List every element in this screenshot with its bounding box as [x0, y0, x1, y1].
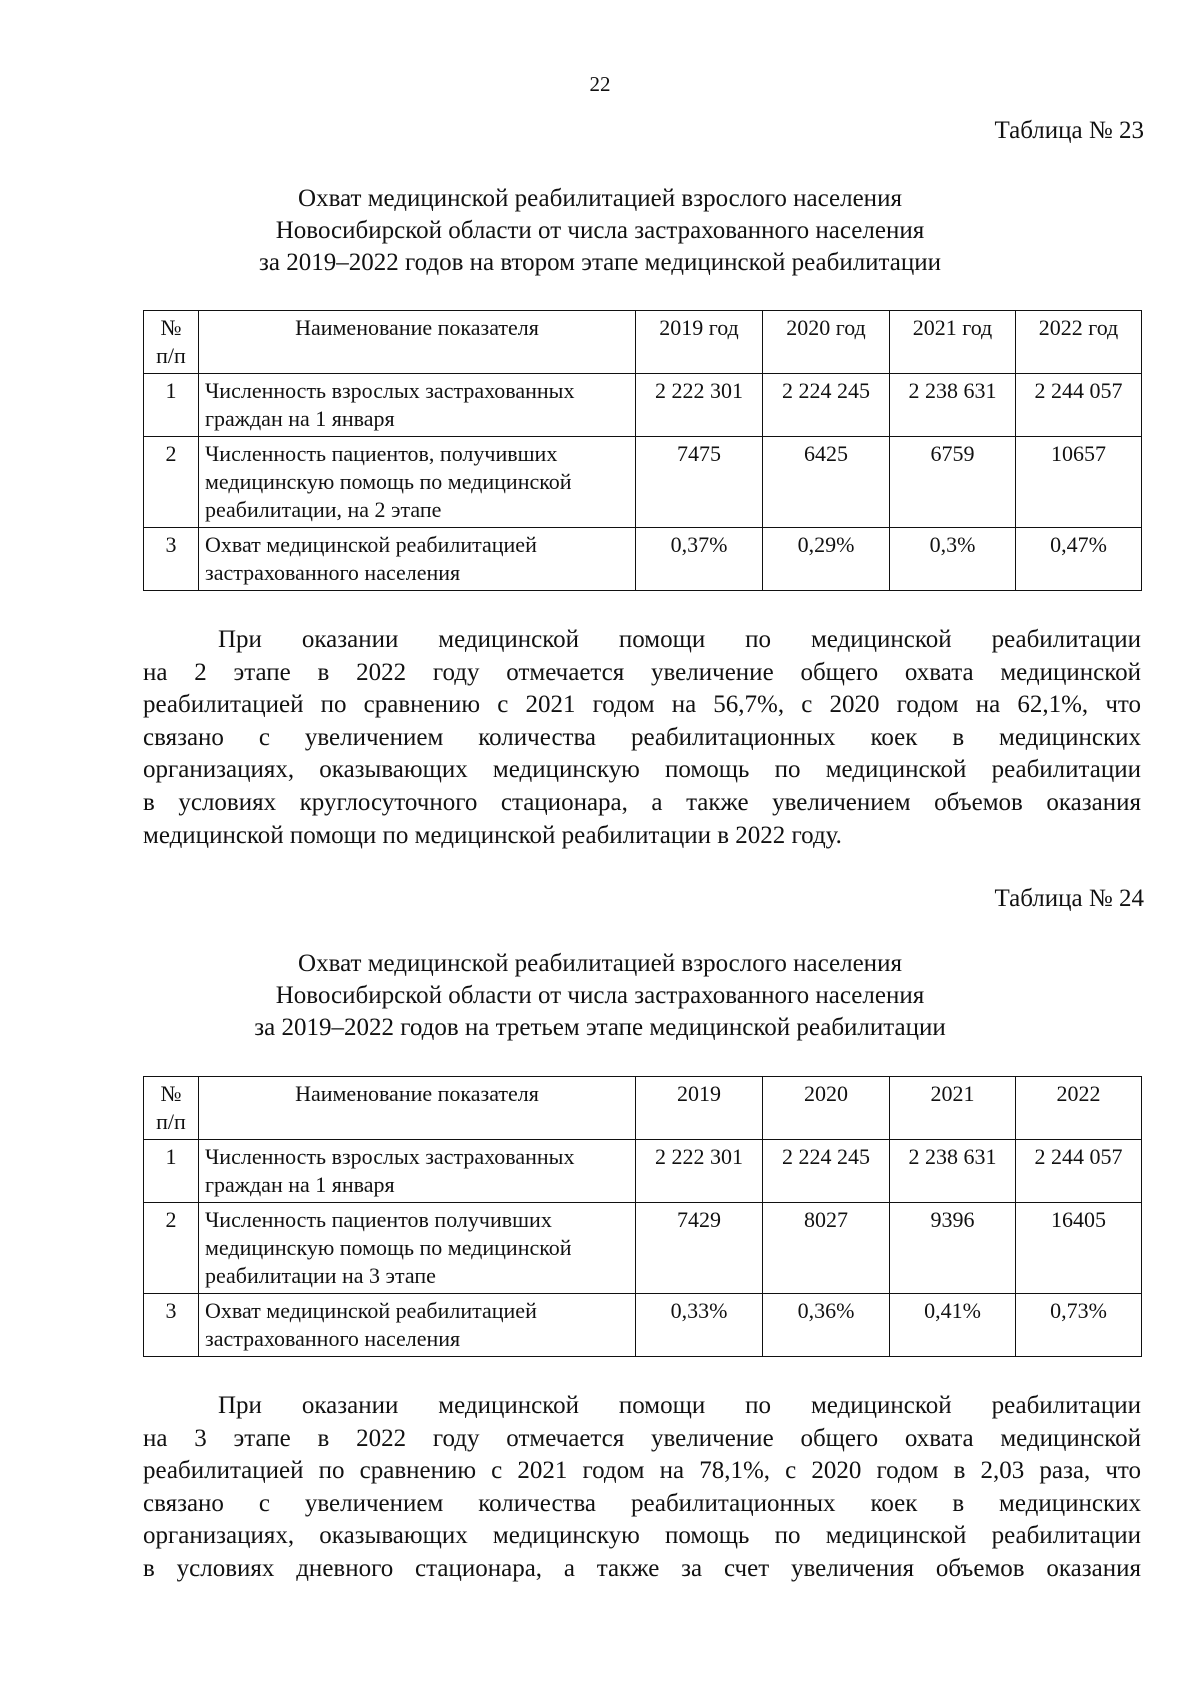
paragraph-line: в условиях круглосуточного стационара, а также увеличением объемов оказания: [143, 788, 1141, 816]
row-number: 1: [144, 1140, 199, 1203]
header-cell-number: № п/п: [144, 311, 199, 374]
row-value: 2 244 057: [1016, 374, 1142, 437]
row-value: 0,37%: [636, 528, 763, 591]
row-value: 0,41%: [890, 1294, 1016, 1357]
header-cell-year: 2019: [636, 1077, 763, 1140]
row-value: 7429: [636, 1203, 763, 1294]
paragraph-line: на 2 этапе в 2022 году отмечается увеличение общего охвата медицинской: [143, 658, 1141, 686]
row-value: 7475: [636, 437, 763, 528]
row-value: 0,73%: [1016, 1294, 1142, 1357]
row-value: 2 222 301: [636, 374, 763, 437]
paragraph-line: При оказании медицинской помощи по медицинской реабилитации: [218, 1392, 1141, 1419]
caption-line: за 2019–2022 годов на третьем этапе медицинской реабилитации: [254, 1014, 946, 1041]
row-value: 2 224 245: [763, 1140, 890, 1203]
caption-line: Новосибирской области от числа застрахованного населения: [275, 217, 925, 244]
row-indicator-name: Численность взрослых застрахованных граждан на 1 января: [199, 374, 636, 437]
caption-line: за 2019–2022 годов на втором этапе медицинской реабилитации: [258, 249, 942, 276]
page-number: 22: [589, 72, 611, 96]
header-cell-year: 2020 год: [763, 311, 890, 374]
caption-line: Охват медицинской реабилитацией взрослого населения: [298, 185, 902, 212]
paragraph-line: на 3 этапе в 2022 году отмечается увеличение общего охвата медицинской: [143, 1424, 1141, 1452]
row-value: 2 222 301: [636, 1140, 763, 1203]
row-value: 8027: [763, 1203, 890, 1294]
paragraph-line: организациях, оказывающих медицинскую помощь по медицинской реабилитации: [143, 756, 1141, 784]
row-indicator-name: Охват медицинской реабилитацией застрахованного населения: [199, 528, 636, 591]
table-24: [143, 1076, 1142, 1357]
row-number: 2: [144, 1203, 199, 1294]
table-23: [143, 310, 1142, 591]
row-value: 2 244 057: [1016, 1140, 1142, 1203]
header-cell-year: 2021: [890, 1077, 1016, 1140]
row-indicator-name: Численность пациентов получивших медицинскую помощь по медицинской реабилитации на 3 этапе: [199, 1203, 636, 1294]
row-value: 0,33%: [636, 1294, 763, 1357]
paragraph-line: организациях, оказывающих медицинскую помощь по медицинской реабилитации: [143, 1522, 1141, 1550]
row-number: 2: [144, 437, 199, 528]
caption-line: Новосибирской области от числа застрахованного населения: [275, 982, 925, 1009]
header-cell-name: Наименование показателя: [199, 1077, 636, 1140]
table-row: [144, 1294, 1142, 1357]
row-indicator-name: Численность пациентов, получивших медицинскую помощь по медицинской реабилитации, на 2 этапе: [199, 437, 636, 528]
row-number: 3: [144, 528, 199, 591]
row-indicator-name: Численность взрослых застрахованных граждан на 1 января: [199, 1140, 636, 1203]
table-header-row: [144, 311, 1142, 374]
header-cell-year: 2020: [763, 1077, 890, 1140]
caption-line: Охват медицинской реабилитацией взрослого населения: [298, 950, 902, 977]
paragraph-line: реабилитацией по сравнению с 2021 годом на 78,1%, с 2020 годом в 2,03 раза, что: [143, 1457, 1141, 1485]
header-cell-year: 2021 год: [890, 311, 1016, 374]
row-value: 6759: [890, 437, 1016, 528]
paragraph-line: в условиях дневного стационара, а также за счет увеличения объемов оказания: [143, 1554, 1141, 1582]
table-24-label: Таблица № 24: [994, 885, 1144, 912]
row-indicator-name: Охват медицинской реабилитацией застрахованного населения: [199, 1294, 636, 1357]
paragraph-line: реабилитацией по сравнению с 2021 годом на 56,7%, с 2020 годом на 62,1%, что: [143, 691, 1141, 719]
row-value: 0,29%: [763, 528, 890, 591]
header-cell-number: № п/п: [144, 1077, 199, 1140]
table-23-label: Таблица № 23: [994, 117, 1144, 144]
header-cell-year: 2019 год: [636, 311, 763, 374]
row-value: 0,36%: [763, 1294, 890, 1357]
row-value: 9396: [890, 1203, 1016, 1294]
paragraph-line: При оказании медицинской помощи по медицинской реабилитации: [218, 626, 1141, 653]
row-number: 1: [144, 374, 199, 437]
row-value: 10657: [1016, 437, 1142, 528]
paragraph-stage-2: [143, 624, 1141, 852]
row-value: 0,3%: [890, 528, 1016, 591]
row-value: 2 238 631: [890, 374, 1016, 437]
table-row: [144, 528, 1142, 591]
row-number: 3: [144, 1294, 199, 1357]
table-row: [144, 374, 1142, 437]
row-value: 2 238 631: [890, 1140, 1016, 1203]
header-cell-year: 2022: [1016, 1077, 1142, 1140]
paragraph-line: связано с увеличением количества реабилитационных коек в медицинских: [143, 723, 1141, 751]
row-value: 0,47%: [1016, 528, 1142, 591]
paragraph-stage-3: [143, 1390, 1141, 1586]
row-value: 2 224 245: [763, 374, 890, 437]
row-value: 16405: [1016, 1203, 1142, 1294]
header-cell-name: Наименование показателя: [199, 311, 636, 374]
table-23-caption: [0, 183, 1200, 279]
paragraph-line: связано с увеличением количества реабилитационных коек в медицинских: [143, 1489, 1141, 1517]
table-row: [144, 1203, 1142, 1294]
table-row: [144, 1140, 1142, 1203]
table-header-row: [144, 1077, 1142, 1140]
paragraph-line: медицинской помощи по медицинской реабилитации в 2022 году.: [143, 821, 842, 849]
header-cell-year: 2022 год: [1016, 311, 1142, 374]
table-row: [144, 437, 1142, 528]
table-24-caption: [0, 948, 1200, 1044]
row-value: 6425: [763, 437, 890, 528]
